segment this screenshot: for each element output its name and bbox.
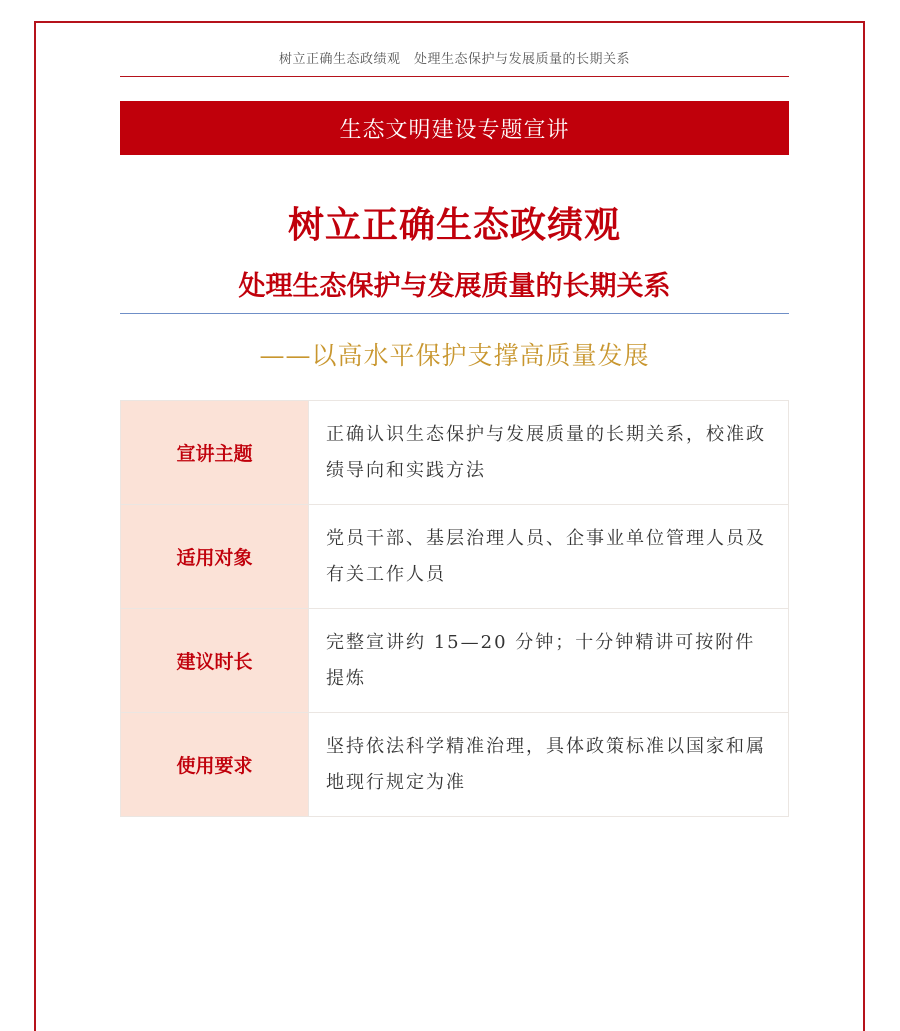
tagline: ——以高水平保护支撑高质量发展 bbox=[259, 341, 650, 370]
row-value: 党员干部、基层治理人员、企事业单位管理人员及有关工作人员 bbox=[309, 505, 789, 609]
row-value: 完整宣讲约 15—20 分钟；十分钟精讲可按附件提炼 bbox=[309, 609, 789, 713]
row-value: 正确认识生态保护与发展质量的长期关系，校准政绩导向和实践方法 bbox=[309, 401, 789, 505]
running-header: 树立正确生态政绩观 处理生态保护与发展质量的长期关系 bbox=[278, 52, 630, 67]
table-row bbox=[121, 609, 789, 713]
title-divider bbox=[120, 313, 789, 314]
row-value: 坚持依法科学精准治理，具体政策标准以国家和属地现行规定为准 bbox=[309, 713, 789, 817]
row-label: 宣讲主题 bbox=[121, 401, 309, 505]
table-row bbox=[121, 713, 789, 817]
row-label: 使用要求 bbox=[121, 713, 309, 817]
info-table bbox=[120, 400, 789, 817]
header-divider bbox=[120, 76, 789, 77]
row-label: 建议时长 bbox=[121, 609, 309, 713]
sub-title: 处理生态保护与发展质量的长期关系 bbox=[238, 271, 671, 302]
banner-label: 生态文明建设专题宣讲 bbox=[339, 117, 570, 143]
table-row bbox=[121, 505, 789, 609]
topic-banner bbox=[120, 101, 789, 155]
table-row bbox=[121, 401, 789, 505]
main-title: 树立正确生态政绩观 bbox=[287, 205, 621, 246]
row-label: 适用对象 bbox=[121, 505, 309, 609]
